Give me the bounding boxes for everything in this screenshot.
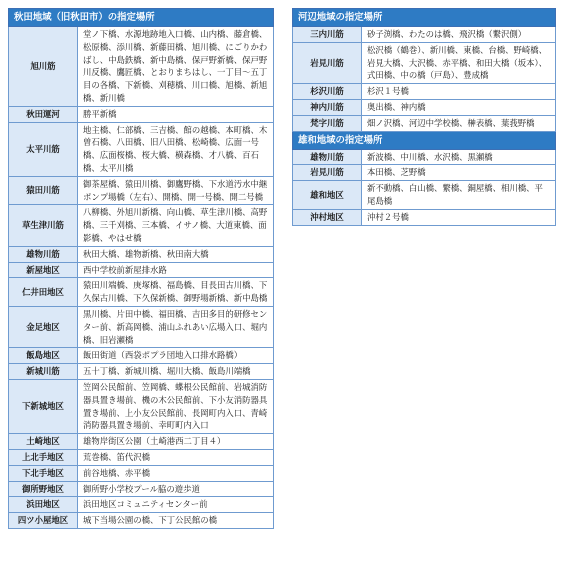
designated-places: 猿田川端橋、庚塚橋、福島橋、目長田古川橋、下久保古川橋、下久保新橋、御野場新橋、新中島橋	[78, 278, 274, 307]
area-name: 雄物川筋	[293, 149, 362, 165]
table-row	[9, 176, 274, 205]
area-name: 新城川筋	[9, 364, 78, 380]
akita-area-rows	[9, 27, 274, 529]
area-name: 岩見川筋	[293, 42, 362, 83]
area-name: 太平川筋	[9, 122, 78, 176]
area-name: 土崎地区	[9, 434, 78, 450]
area-name: 雄和地区	[293, 181, 362, 210]
designated-places: 秋田大橋、雄物新橋、秋田南大橋	[78, 246, 274, 262]
designated-places: 西中学校前新屋排水路	[78, 262, 274, 278]
table-row	[9, 348, 274, 364]
designated-places: 砂子渕橋、わたのは橋、飛沢橋（繋沢側）	[362, 27, 556, 43]
table-row	[9, 497, 274, 513]
yuwa-area-header: 雄和地域の指定場所	[293, 131, 556, 149]
area-name: 金足地区	[9, 306, 78, 347]
table-row	[293, 149, 556, 165]
designated-places: 畑ノ沢橋、河辺中学校橋、榊表橋、葉莪野橋	[362, 115, 556, 131]
area-name: 草生津川筋	[9, 205, 78, 246]
table-row	[9, 306, 274, 347]
area-name: 浜田地区	[9, 497, 78, 513]
table-row	[9, 205, 274, 246]
area-name: 杉沢川筋	[293, 84, 362, 100]
designated-places: 前谷地橋、赤平橋	[78, 465, 274, 481]
table-row	[293, 42, 556, 83]
designated-places: 杉沢１号橋	[362, 84, 556, 100]
designated-places: 笠岡公民館前、笠岡橋、蝶根公民館前、岩城消防器具置き場前、機の木公民館前、下小友消防器具置き場前、上小友公民館前、長岡町内入口、青崎消防器具置き場前、幸町町内入口	[78, 379, 274, 433]
designated-places: 堂ノ下橋、水源地跡地入口橋、山内橋、藤倉橋、松原橋、添川橋、新藤田橋、旭川橋、にごりかわばし、中島鉄橋、新中島橋、保戸野新橋、保戸野川反橋、鷹匠橋、とおりまちはし、一丁目～五丁目の各橋、下新橋、刈穂橋、川口橋、旭橋、新旭橋、新川橋	[78, 27, 274, 107]
designated-places: 雄物岸街区公園（土崎港西二丁目４）	[78, 434, 274, 450]
designated-places: 浜田地区コミュニティセンター前	[78, 497, 274, 513]
akita-area-table	[8, 8, 274, 529]
area-name: 御所野地区	[9, 481, 78, 497]
designated-places: 勝平新橋	[78, 106, 274, 122]
kawabe-yuwa-table	[292, 8, 556, 226]
area-name: 三内川筋	[293, 27, 362, 43]
table-row	[293, 165, 556, 181]
designated-places: 新不動橋、白山橋、繋橋、銅屋橋、相川橋、平尾島橋	[362, 181, 556, 210]
designated-places: 奥出橋、神内橋	[362, 99, 556, 115]
table-row	[9, 379, 274, 433]
area-name: 新屋地区	[9, 262, 78, 278]
table-row	[293, 27, 556, 43]
table-row	[9, 106, 274, 122]
table-row	[9, 513, 274, 529]
kawabe-area-rows	[293, 27, 556, 132]
table-row	[9, 262, 274, 278]
designated-places: 本田橋、芝野橋	[362, 165, 556, 181]
area-name: 梵字川筋	[293, 115, 362, 131]
akita-area-header: 秋田地域（旧秋田市）の指定場所	[9, 9, 274, 27]
table-row	[9, 449, 274, 465]
area-name: 雄物川筋	[9, 246, 78, 262]
area-name: 飯島地区	[9, 348, 78, 364]
designated-places: 沖村２号橋	[362, 209, 556, 225]
designated-places: 松沢橋（鶴巻）、新川橋、東橋、台橋、野崎橋、岩見大橋、大沢橋、赤平橋、和田大橋（坂本）、式田橋、中の橋（戸島）、豊成橋	[362, 42, 556, 83]
designated-places: 黒川橋、片田中橋、福田橋、吉田多目的研修センター前、新高岡橋、浦山ふれあい広場入口、堀内橋、旧岩瀬橋	[78, 306, 274, 347]
table-row	[293, 115, 556, 131]
designated-places: 五十丁橋、新城川橋、堀川大橋、飯島川端橋	[78, 364, 274, 380]
area-name: 猿田川筋	[9, 176, 78, 205]
table-row	[9, 246, 274, 262]
area-name: 下北手地区	[9, 465, 78, 481]
area-name: 下新城地区	[9, 379, 78, 433]
area-name: 秋田運河	[9, 106, 78, 122]
yuwa-area-rows	[293, 149, 556, 225]
table-row	[293, 181, 556, 210]
area-name: 沖村地区	[293, 209, 362, 225]
table-row	[9, 364, 274, 380]
table-row	[9, 278, 274, 307]
area-name: 神内川筋	[293, 99, 362, 115]
area-name: 旭川筋	[9, 27, 78, 107]
designated-places: 御茶屋橋、猿田川橋、御鷹野橋、下水道汚水中継ポンプ場橋（左右）、開橋、開一号橋、開二号橋	[78, 176, 274, 205]
table-row	[293, 84, 556, 100]
table-row	[293, 209, 556, 225]
table-row	[9, 434, 274, 450]
designated-places: 八柳橋、外旭川新橋、向山橋、草生津川橋、高野橋、三千刈橋、三本橋、イサノ橋、大道東橋、面影橋、やはせ橋	[78, 205, 274, 246]
area-name: 仁井田地区	[9, 278, 78, 307]
kawabe-area-header: 河辺地域の指定場所	[293, 9, 556, 27]
area-name: 四ツ小屋地区	[9, 513, 78, 529]
designated-places: 飯田街道（西袋ポプラ団地入口排水路橋）	[78, 348, 274, 364]
designated-places: 城下当場公園の橋、下丁公民館の橋	[78, 513, 274, 529]
designated-places: 荒巻橋、笛代沢橋	[78, 449, 274, 465]
table-row	[293, 99, 556, 115]
table-row	[9, 481, 274, 497]
designated-places: 地主橋、仁部橋、三吉橋、館の越橋、本町橋、木曽石橋、八田橋、旧八田橋、松崎橋、広面一号橋、広面桜橋、桜大橋、横森橋、才八橋、百石橋、太平川橋	[78, 122, 274, 176]
table-row	[9, 122, 274, 176]
area-name: 岩見川筋	[293, 165, 362, 181]
table-row	[9, 27, 274, 107]
area-name: 上北手地区	[9, 449, 78, 465]
designated-places: 新波橋、中川橋、水沢橋、黒瀬橋	[362, 149, 556, 165]
table-row	[9, 465, 274, 481]
designated-places: 御所野小学校プール脇の遊歩道	[78, 481, 274, 497]
